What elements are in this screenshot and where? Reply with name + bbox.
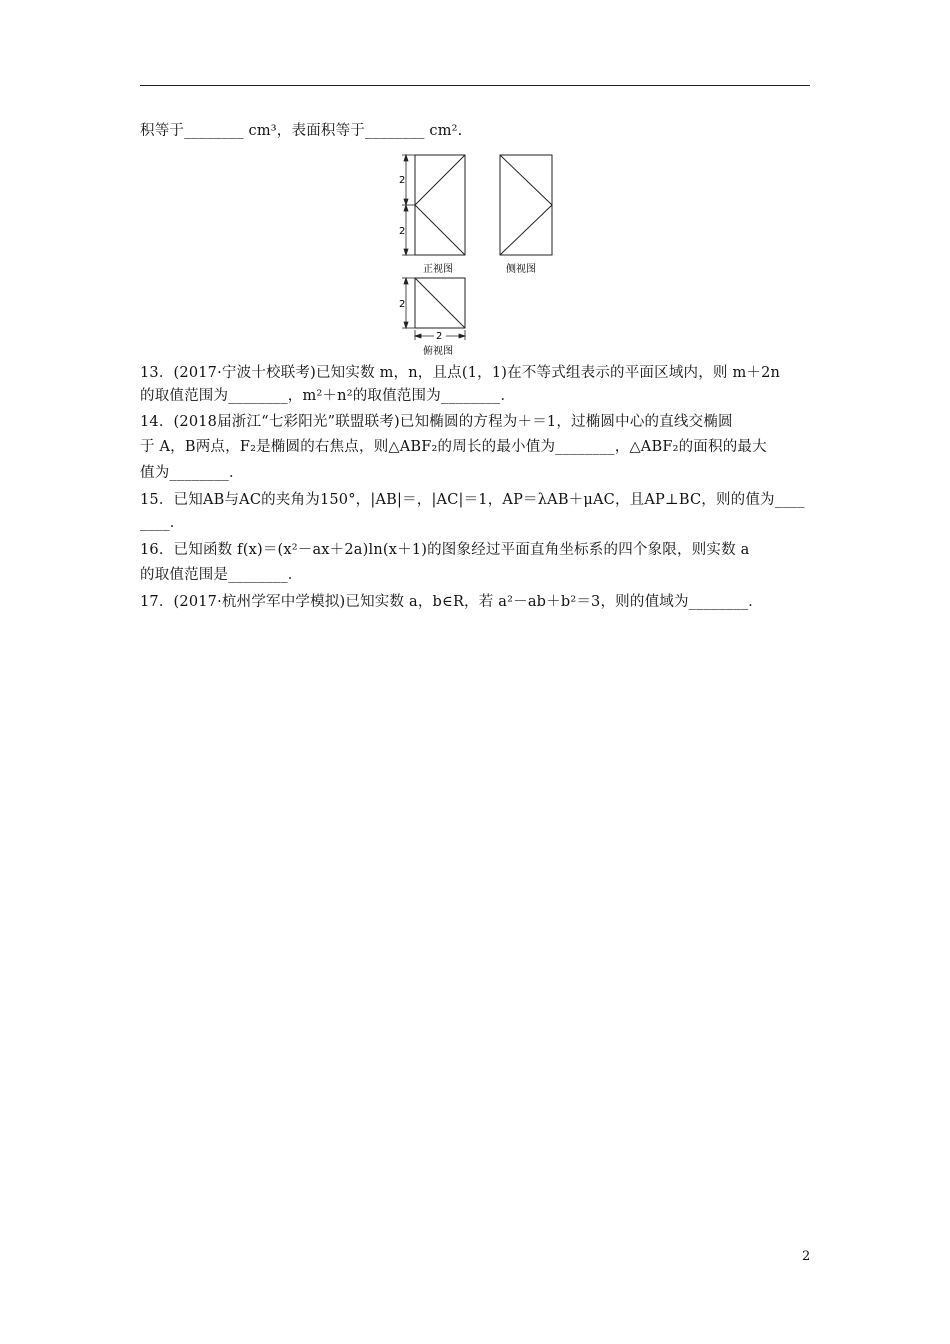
front-view-label: 正视图	[423, 264, 453, 275]
problem-14-line-1: 14．(2018届浙江“七彩阳光”联盟联考)已知椭圆的方程为＋＝1，过椭圆中心的直线交椭圆	[140, 414, 733, 430]
dim-upper-label: 2	[399, 175, 406, 186]
problem-14-line-3: 值为________．	[140, 465, 244, 481]
problem-16-line-1: 16．已知函数 f(x)＝(x²－ax＋2a)ln(x＋1)的图象经过平面直角坐标系的四个象限，则实数 a	[140, 542, 750, 558]
problem-16-line-2: 的取值范围是________．	[140, 567, 303, 583]
page-number: 2	[802, 1249, 811, 1264]
front-view	[415, 155, 465, 255]
problem-17-line-1: 17．(2017·杭州学军中学模拟)已知实数 a，b∈R，若 a²－ab＋b²＝3，则的值域为________．	[140, 594, 763, 610]
header-rule	[140, 85, 810, 86]
text-line-1: 积等于________ cm³，表面积等于________ cm².	[140, 123, 463, 139]
three-view-figure	[390, 150, 560, 360]
problem-13-line-1: 13．(2017·宁波十校联考)已知实数 m，n，且点(1，1)在不等式组表示的平面区域内，则 m＋2n	[140, 365, 781, 381]
dim-top-view-label: 2	[399, 299, 406, 310]
top-view	[415, 278, 465, 328]
side-view	[500, 155, 552, 255]
dim-bottom-label: 2	[436, 331, 443, 342]
dim-lower-label: 2	[399, 226, 406, 237]
top-view-label: 俯视图	[423, 346, 453, 357]
problem-13-line-2: 的取值范围为________，m²＋n²的取值范围为________．	[140, 388, 516, 404]
front-dimension-lines	[402, 155, 415, 255]
problem-14-line-2: 于 A，B两点，F₂是椭圆的右焦点，则△ABF₂的周长的最小值为________，△ABF₂的面积的最大	[140, 439, 767, 455]
problem-15-line-1: 15．已知AB与AC的夹角为150°，|AB|＝，|AC|＝1，AP＝λAB＋μAC，且AP⊥BC，则的值为____	[140, 492, 805, 508]
side-view-label: 侧视图	[506, 264, 536, 275]
problem-15-line-2: ____．	[140, 515, 185, 531]
top-dimension-lines	[402, 278, 465, 340]
